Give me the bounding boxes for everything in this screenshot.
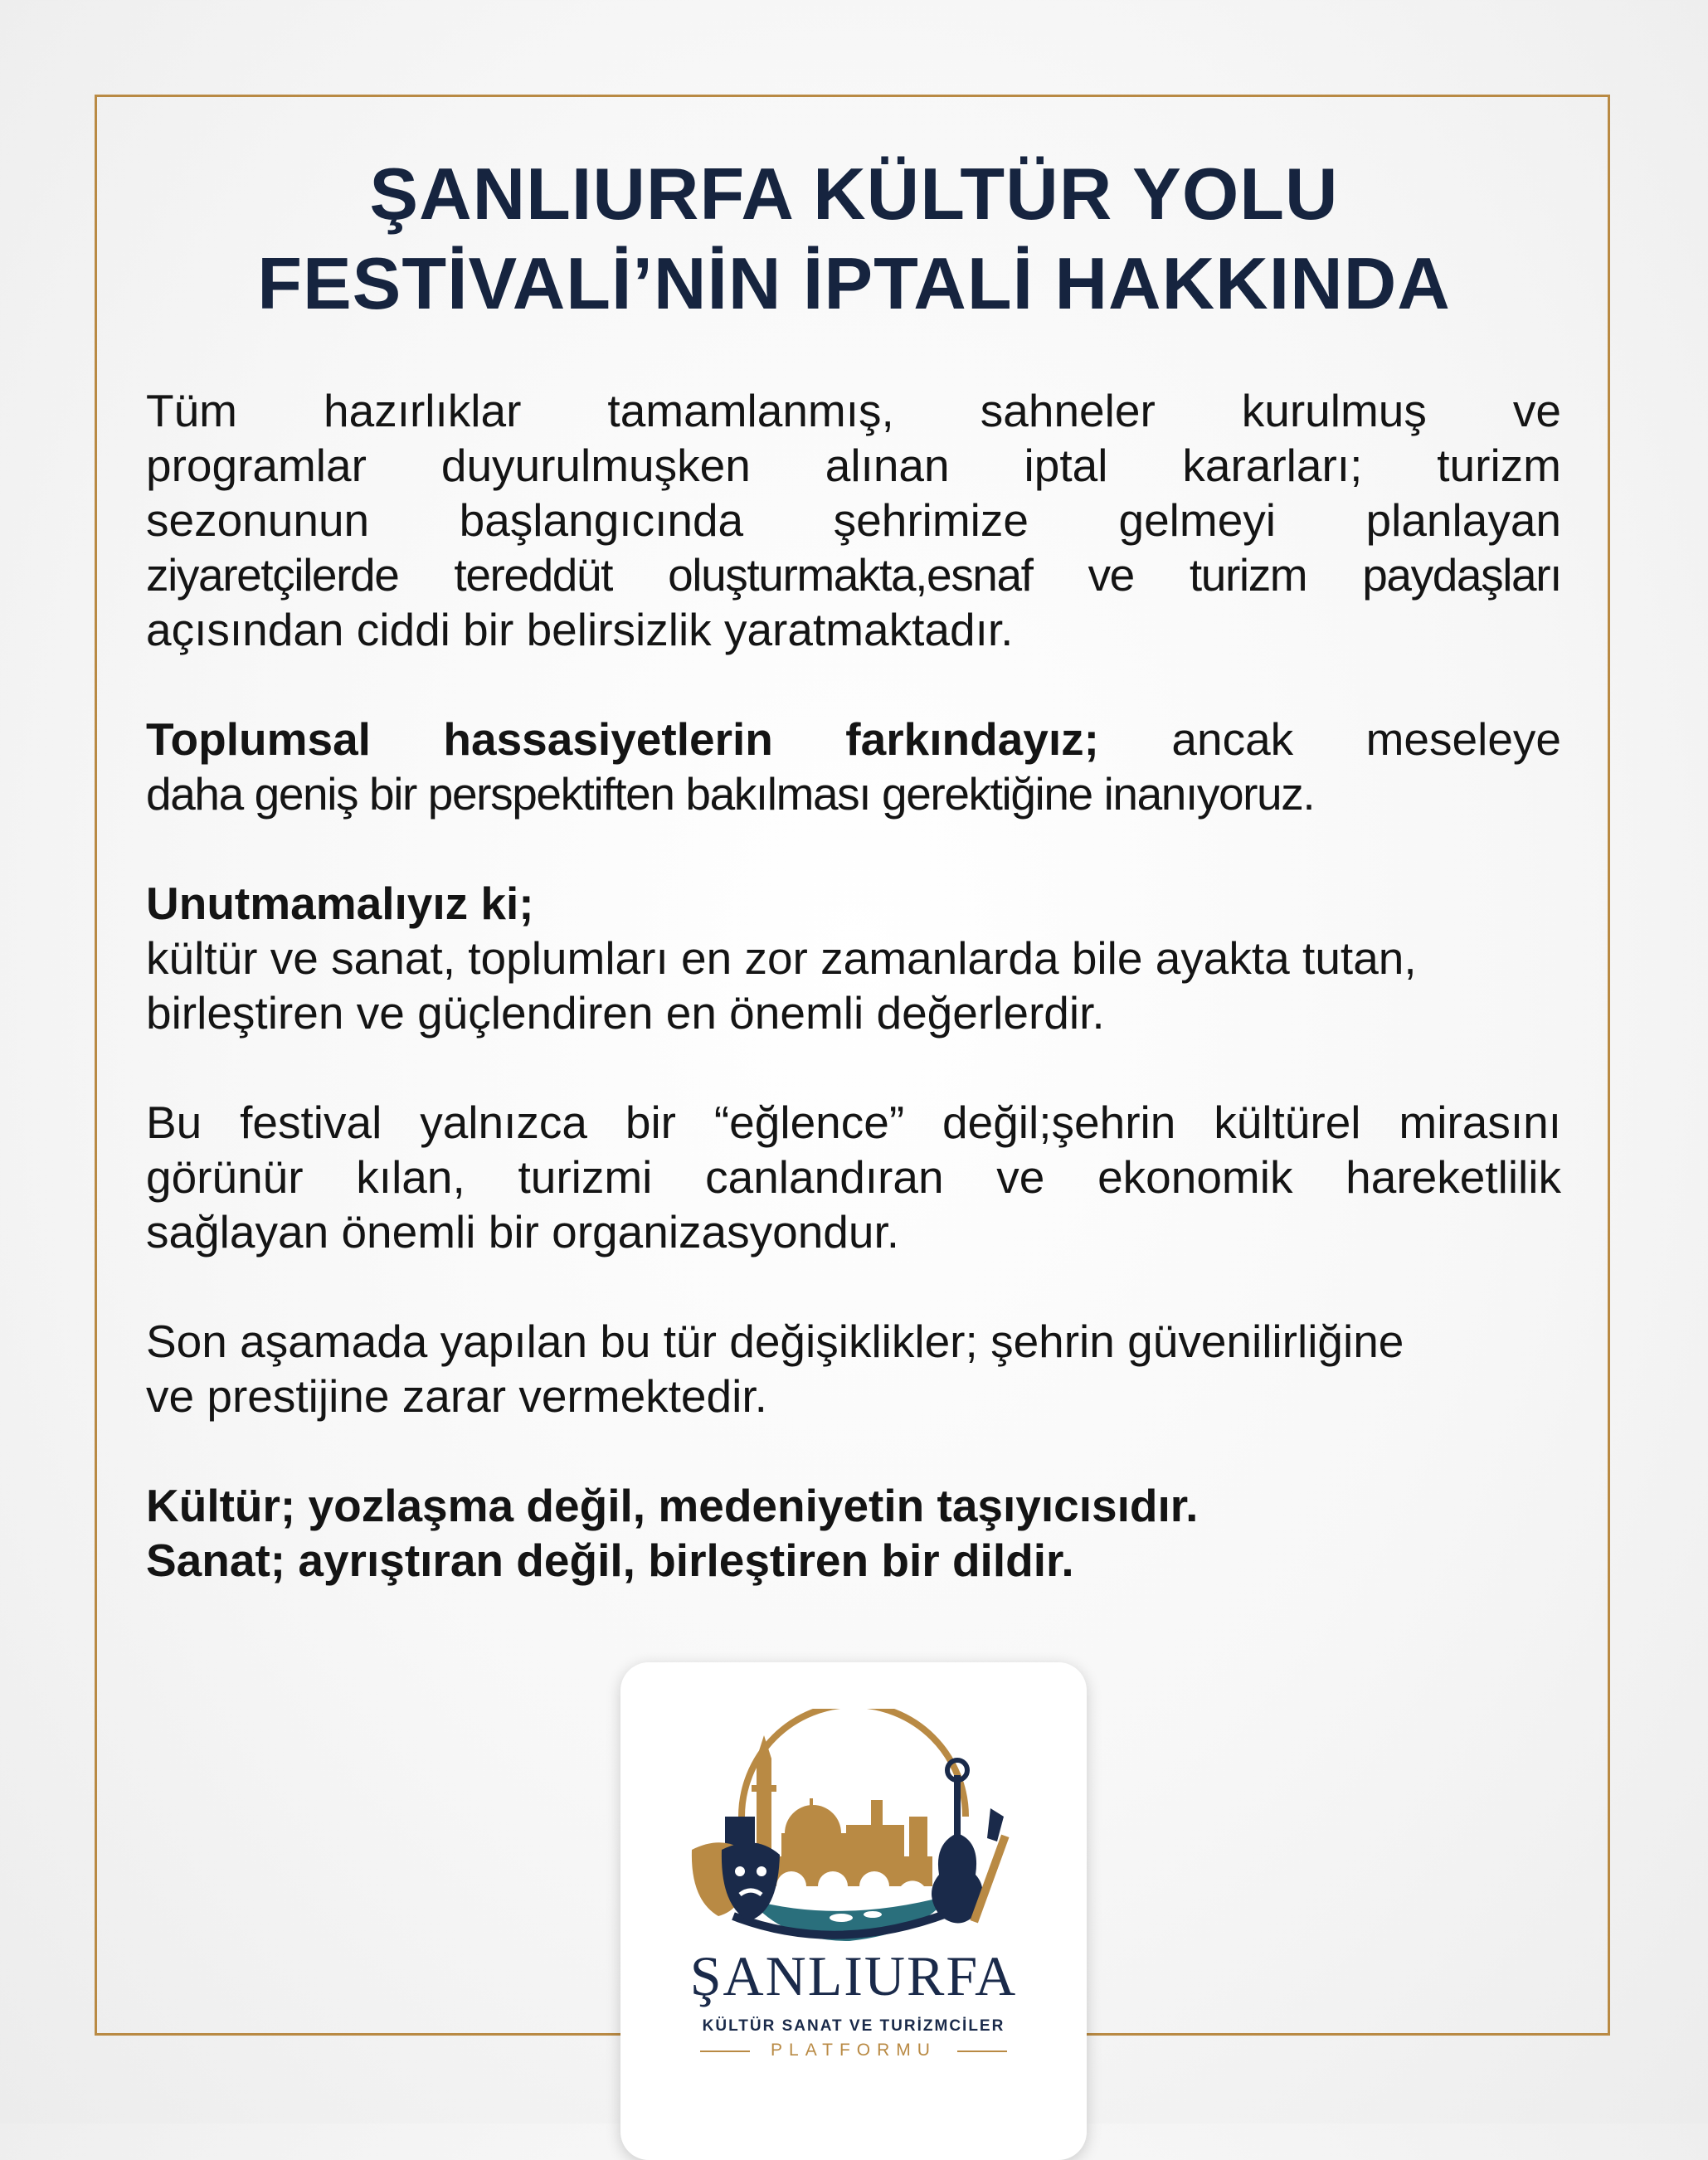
sun-arc-icon [742, 1709, 966, 1817]
paragraph-5 [146, 1314, 1561, 1423]
closing-line-1: Kültür; yozlaşma değil, medeniyetin taşıyıcısıdır. [146, 1480, 1199, 1531]
paragraph-3 [146, 876, 1561, 1040]
platform-divider-right [957, 2051, 1007, 2052]
paragraph-2 [146, 712, 1561, 821]
paragraph-1-line-5: açısından ciddi bir belirsizlik yaratmaktadır. [146, 604, 1014, 655]
paragraph-4 [146, 1095, 1561, 1259]
title-line-2: FESTİVALİ’NİN İPTALİ HAKKINDA [257, 242, 1451, 324]
closing-line-2: Sanat; ayrıştıran değil, birleştiren bir dildir. [146, 1535, 1074, 1586]
paragraph-2-bold: Toplumsal hassasiyetlerin farkındayız; [146, 713, 1099, 765]
paragraph-4-line-2: görünür kılan, turizmi canlandıran ve ekonomik hareketlilik [146, 1151, 1561, 1203]
violin-icon [932, 1760, 983, 1924]
paragraph-5-line-1: Son aşamada yapılan bu tür değişiklikler; şehrin güvenilirliğine [146, 1316, 1404, 1367]
paragraph-1-line-4: ziyaretçilerde tereddüt oluşturmakta,esnaf ve turizm paydaşları [146, 549, 1561, 601]
platform-logo-emblem [675, 1709, 1032, 1949]
announcement-body [146, 383, 1561, 1642]
paragraph-3-line-2: birleştiren ve güçlendiren en önemli değerlerdir. [146, 987, 1105, 1039]
paragraph-3-heading: Unutmamalıyız ki; [146, 878, 534, 929]
paragraph-2-line-1 [146, 712, 1561, 766]
announcement-title [95, 149, 1613, 328]
paragraph-1-line-1: Tüm hazırlıklar tamamlanmış, sahneler kurulmuş ve [146, 385, 1561, 436]
paragraph-2-rest: ancak meseleye [1171, 713, 1562, 765]
platform-logo-card [620, 1662, 1087, 2160]
paragraph-1-line-3: sezonunun başlangıcında şehrimize gelmeyi planlayan [146, 494, 1561, 546]
paragraph-2-line-2: daha geniş bir perspektiften bakılması gerektiğine inanıyoruz. [146, 768, 1315, 820]
logo-platform: PLATFORMU [771, 2041, 937, 2060]
paragraph-3-line-1: kültür ve sanat, toplumları en zor zamanlarda bile ayakta tutan, [146, 932, 1417, 984]
bridge-icon [766, 1856, 932, 1886]
paragraph-4-line-1: Bu festival yalnızca bir “eğlence” değil;şehrin kültürel mirasını [146, 1097, 1561, 1148]
dome-icon [781, 1798, 846, 1866]
paragraph-1-line-2: programlar duyurulmuşken alınan iptal kararları; turizm [146, 440, 1561, 491]
closing-statement [146, 1478, 1561, 1588]
logo-subtitle: KÜLTÜR SANAT VE TURİZMCİLER [702, 2017, 1005, 2035]
paragraph-1 [146, 383, 1561, 657]
logo-city-name: ŞANLIURFA [689, 1944, 1018, 2007]
paragraph-5-line-2: ve prestijine zarar vermektedir. [146, 1370, 767, 1422]
paragraph-4-line-3: sağlayan önemli bir organizasyondur. [146, 1206, 900, 1258]
title-line-1: ŞANLIURFA KÜLTÜR YOLU [369, 153, 1339, 235]
